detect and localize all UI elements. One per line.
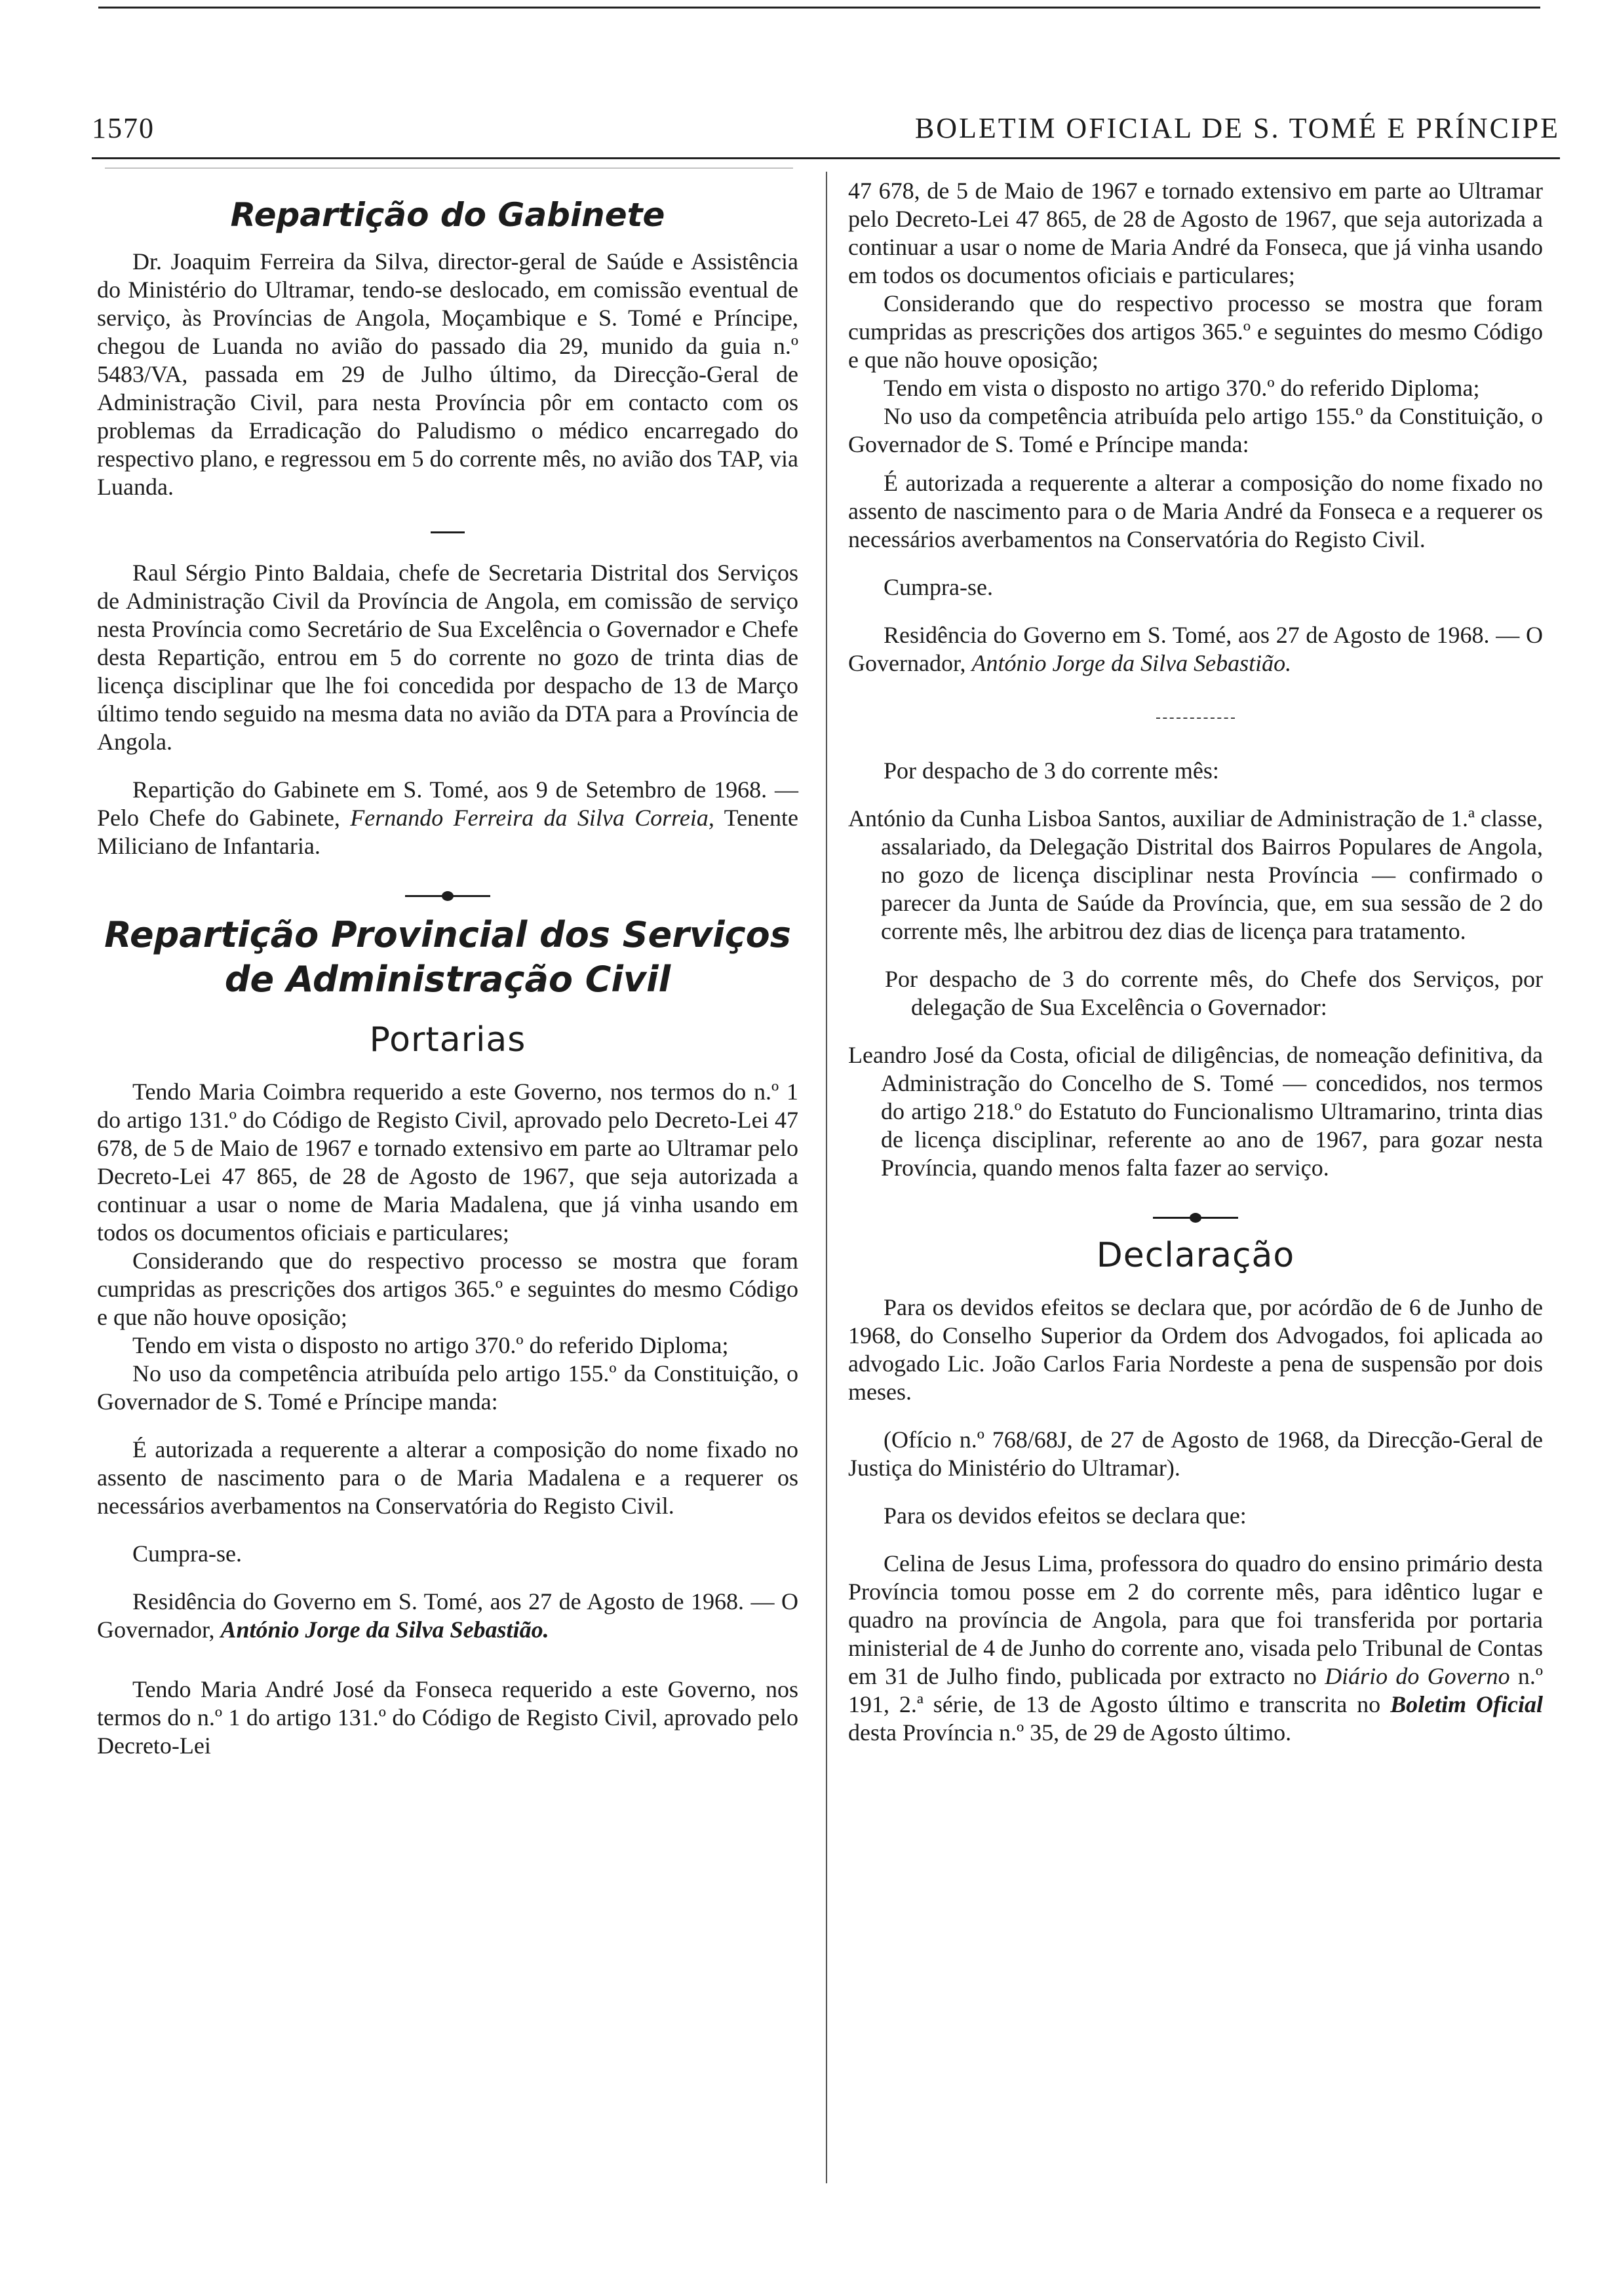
separator-ornament	[848, 1202, 1543, 1215]
notice-paragraph: Dr. Joaquim Ferreira da Silva, director-geral de Saúde e Assistência do Ministério do Ultramar, tendo-se deslocado, em comissão eventual de serviço, às Províncias de Angola, Moçambique e S. Tomé e Príncipe, chegou de Luanda no avião do passado dia 29, munido da guia n.º 5483/VA, passada em 29 de Julho último, da Direcção-Geral de Administração Civil, para nesta Província pôr em contacto com os problemas da Erradicação do Paludismo o médico encarregado do respectivo plano, e regressou em 5 do corrente mês, no avião dos TAP, via Luanda.	[97, 248, 798, 500]
cumpra-se: Cumpra-se.	[884, 574, 993, 600]
portaria-paragraph: Considerando que do respectivo processo se mostra que foram cumpridas as prescrições dos artigos 365.º e seguintes do mesmo Código e que não houve oposição;	[97, 1248, 798, 1330]
signatory-name: António Jorge da Silva Sebastião.	[971, 650, 1292, 676]
portaria-paragraph: 47 678, de 5 de Maio de 1967 e tornado extensivo em parte ao Ultramar pelo Decreto-Lei 47 865, de 28 de Agosto de 1967, que seja autorizada a continuar a usar o nome de Maria André da Fonseca, que já vinha usando em todos os documentos oficiais e particulares;	[848, 178, 1543, 288]
publication-title: Boletim Oficial	[1390, 1691, 1543, 1717]
cumpra-se: Cumpra-se.	[132, 1540, 242, 1567]
subheading-portarias: Portarias	[369, 1020, 526, 1060]
portaria-paragraph: No uso da competência atribuída pelo artigo 155.º da Constituição, o Governador de S. Tomé e Príncipe manda:	[848, 403, 1543, 457]
signature-paragraph	[848, 621, 1543, 678]
portaria-paragraph: Tendo Maria André José da Fonseca requerido a este Governo, nos termos do n.º 1 do artigo 131.º do Código de Registo Civil, aprovado pelo Decreto-Lei	[97, 1676, 798, 1759]
signature-text: Repartição do Gabinete em S. Tomé, aos 9 de Setembro de 1968. — Pelo Chefe do Gabinete,	[97, 776, 798, 831]
publication-title: Diário do Governo	[1325, 1663, 1510, 1689]
declaration-text: desta Província n.º 35, de 29 de Agosto último.	[848, 1719, 1292, 1746]
page-number: 1570	[92, 112, 155, 144]
despacho-intro: Por despacho de 3 do corrente mês, do Chefe dos Serviços, por delegação de Sua Excelência o Governador:	[885, 966, 1543, 1020]
portaria-paragraph: Tendo em vista o disposto no artigo 370.º do referido Diploma;	[132, 1332, 729, 1358]
heading-line: Repartição Provincial dos Serviços	[104, 914, 791, 955]
portaria-paragraph: Considerando que do respectivo processo se mostra que foram cumpridas as prescrições dos artigos 365.º e seguintes do mesmo Código e que não houve oposição;	[848, 290, 1543, 373]
signatory-name: António Jorge da Silva Sebastião.	[220, 1617, 549, 1643]
despacho-item: Leandro José da Costa, oficial de diligências, de nomeação definitiva, da Administração do Concelho de S. Tomé — concedidos, nos termos do artigo 218.º do Estatuto do Funcionalismo Ultramarino, trinta dias de licença disciplinar, referente ao ano de 1967, para gozar nesta Província, quando menos falta fazer ao serviço.	[848, 1042, 1543, 1181]
despacho-intro: Por despacho de 3 do corrente mês:	[884, 757, 1219, 784]
declaration-text: Celina de Jesus Lima, professora do quadro do ensino primário desta Província tomou posse em 2 do corrente mês, para idêntico lugar e quadro na província de Angola, para que foi transferida por portaria ministerial de 4 de Junho do corrente ano, visada pelo Tribunal de Contas em 31 de Julho findo, publicada por extracto no	[848, 1550, 1543, 1689]
section-heading-administracao	[97, 913, 798, 1002]
declaration-paragraph: Para os devidos efeitos se declara que, por acórdão de 6 de Junho de 1968, do Conselho Superior da Ordem dos Advogados, foi aplicada ao advogado Lic. João Carlos Faria Nordeste a pena de suspensão por dois meses.	[848, 1294, 1543, 1405]
signature-text: Residência do Governo em S. Tomé, aos 27 de Agosto de 1968. — O Governador,	[848, 622, 1543, 676]
running-title: BOLETIM OFICIAL DE S. TOMÉ E PRÍNCIPE	[914, 112, 1560, 144]
section-heading-gabinete: Repartição do Gabinete	[230, 196, 665, 234]
page-header	[92, 98, 1560, 144]
right-column	[848, 177, 1543, 1747]
signatory-title: Tenente Miliciano de Infantaria.	[97, 805, 799, 859]
subheading-declaracao: Declaração	[1096, 1236, 1295, 1275]
portaria-paragraph: É autorizada a requerente a alterar a composição do nome fixado no assento de nascimento para o de Maria Madalena e a requerer os necessários averbamentos na Conservatória do Registo Civil.	[97, 1436, 798, 1519]
portaria-paragraph: É autorizada a requerente a alterar a composição do nome fixado no assento de nascimento para o de Maria André da Fonseca e a requerer os necessários averbamentos na Conservatória do Registo Civil.	[848, 470, 1543, 552]
heading-line: de Administração Civil	[224, 959, 671, 1000]
declaration-source: (Ofício n.º 768/68J, de 27 de Agosto de 1968, da Direcção-Geral de Justiça do Ministério do Ultramar).	[848, 1426, 1543, 1481]
separator-dots	[848, 697, 1543, 725]
notice-paragraph: Raul Sérgio Pinto Baldaia, chefe de Secretaria Distrital dos Serviços de Administração Civil da Província de Angola, em comissão de serviço nesta Província como Secretário de Sua Excelência o Governador e Chefe desta Repartição, entrou em 5 do corrente no gozo de trinta dias de licença disciplinar que lhe foi concedida por despacho de 13 de Março último tendo seguido na mesma data no avião da DTA para a Província de Angola.	[97, 560, 798, 755]
despacho-item: António da Cunha Lisboa Santos, auxiliar de Administração de 1.ª classe, assalariado, da Delegação Distrital dos Bairros Populares de Angola, no gozo de licença disciplinar nesta Província — confirmado o parecer da Junta de Saúde da Província, que, em sua sessão de 2 do corrente mês, lhe arbitrou dez dias de licença para tratamento.	[848, 805, 1543, 944]
separator-dash	[97, 524, 798, 537]
signature-paragraph	[97, 776, 798, 860]
portaria-paragraph: No uso da competência atribuída pelo artigo 155.º da Constituição, o Governador de S. Tomé e Príncipe manda:	[97, 1360, 798, 1415]
signature-paragraph	[97, 1588, 798, 1644]
signatory-name: Fernando Ferreira da Silva Correia,	[350, 805, 714, 831]
portaria-paragraph: Tendo Maria Coimbra requerido a este Governo, nos termos do n.º 1 do artigo 131.º do Código de Registo Civil, aprovado pelo Decreto-Lei 47 678, de 5 de Maio de 1967 e tornado extensivo em parte ao Ultramar pelo Decreto-Lei 47 865, de 28 de Agosto de 1967, que seja autorizada a continuar a usar o nome de Maria Madalena, que já vinha usando em todos os documentos oficiais e particulares;	[97, 1079, 798, 1246]
separator-ornament	[97, 880, 798, 893]
declaration-text: n.º 191, 2.ª série, de 13 de Agosto último e transcrita no	[848, 1663, 1544, 1717]
signature-text: Residência do Governo em S. Tomé, aos 27 de Agosto de 1968. — O Governador,	[97, 1588, 798, 1643]
declaration-paragraph: Para os devidos efeitos se declara que:	[884, 1502, 1247, 1529]
declaration-paragraph	[848, 1550, 1543, 1747]
left-column	[97, 177, 798, 1760]
column-divider	[826, 172, 827, 2183]
top-border-line	[98, 7, 1540, 9]
portaria-paragraph: Tendo em vista o disposto no artigo 370.º do referido Diploma;	[884, 375, 1480, 401]
header-rule	[92, 157, 1560, 159]
